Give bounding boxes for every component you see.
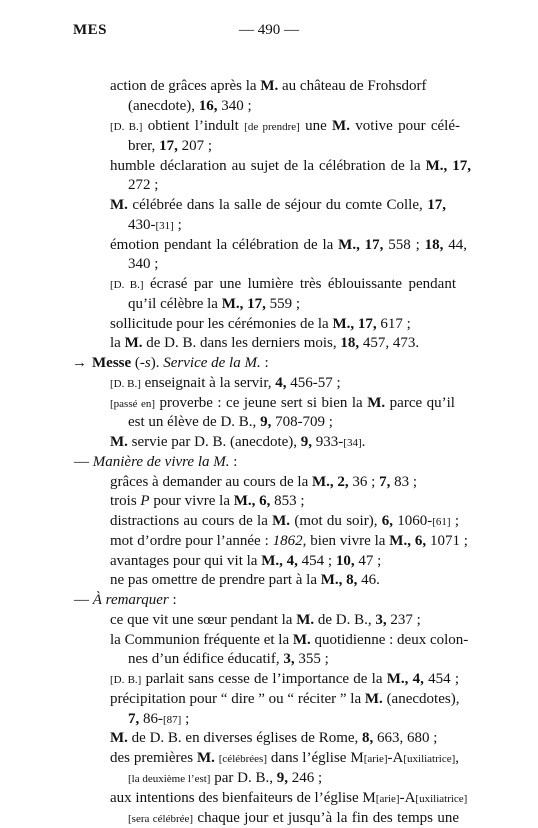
bold-ref: 7, xyxy=(379,474,391,490)
text-run: qu’il célèbre la xyxy=(128,296,222,312)
text-run: écrasé par une lumière très éblouissante pendant xyxy=(143,276,456,292)
text-run: obtient l’indult xyxy=(142,118,245,134)
bold-ref: M. xyxy=(364,691,383,707)
index-line xyxy=(110,730,437,747)
italic-text: Manière de vivre la M. xyxy=(92,454,230,470)
text-run: : xyxy=(260,355,269,371)
bold-ref: M. xyxy=(272,513,291,529)
editorial-bracket: [de prendre] xyxy=(244,121,300,133)
page-header xyxy=(0,22,538,42)
text-run: servie par D. B. (anecdote), xyxy=(127,434,301,450)
text-run: avantages pour qui vit la xyxy=(110,553,262,569)
index-line xyxy=(110,790,468,808)
index-line xyxy=(128,256,158,273)
text-run: 86- xyxy=(139,711,163,727)
editorial-bracket: [D. B.] xyxy=(110,121,143,133)
text-run: 83 ; xyxy=(390,474,417,490)
index-line xyxy=(110,513,459,531)
text-run: parlait sans cesse de l’importance de la xyxy=(141,671,387,687)
text-run: 456-57 ; xyxy=(286,375,341,391)
index-line xyxy=(110,572,380,589)
text-run: grâces à demander au cours de la xyxy=(110,474,312,490)
text-run: ; xyxy=(181,711,190,727)
bold-ref: M. xyxy=(110,197,128,213)
text-run: émotion pendant la célébration de la xyxy=(110,237,339,253)
text-run: , xyxy=(455,750,460,766)
index-line xyxy=(110,434,365,452)
arrow-right-icon: → xyxy=(72,355,87,371)
editorial-bracket: [34] xyxy=(343,437,362,449)
index-line xyxy=(110,395,455,413)
index-line xyxy=(128,217,182,235)
editorial-bracket: [D. B.] xyxy=(110,674,142,686)
bold-ref: 18, xyxy=(340,335,360,351)
index-line xyxy=(128,711,189,729)
bold-ref: M., 4, xyxy=(261,553,298,569)
bold-ref: M. xyxy=(196,750,215,766)
text-run: de D. B. dans les derniers mois, xyxy=(142,335,341,351)
text-run: précipitation pour “ dire ” ou “ réciter ” la xyxy=(110,691,365,707)
text-run: 558 ; xyxy=(383,237,425,253)
text-run: de D. B. en diverses églises de Rome, xyxy=(127,730,363,746)
index-line xyxy=(110,553,381,570)
index-line xyxy=(110,691,460,708)
text-run: 355 ; xyxy=(294,651,329,667)
text-run: une xyxy=(299,118,333,134)
text-run: mot d’ordre pour l’année : xyxy=(110,533,273,549)
bold-ref: M. xyxy=(367,395,386,411)
editorial-bracket: [D. B.] xyxy=(110,378,141,390)
editorial-bracket: [61] xyxy=(432,516,451,528)
bold-ref: M., 17, xyxy=(332,316,377,332)
text-run: sollicitude pour les cérémonies de la xyxy=(110,316,333,332)
editorial-bracket: [31] xyxy=(155,220,174,232)
index-line xyxy=(128,770,322,788)
index-line xyxy=(110,118,460,136)
bold-ref: 9, xyxy=(260,414,272,430)
text-run: 457, 473. xyxy=(359,335,420,351)
bold-ref: M. xyxy=(292,632,311,648)
text-run: (anecdote), xyxy=(128,98,199,114)
text-run: 340 ; xyxy=(128,256,159,272)
bold-ref: M., 2, xyxy=(311,474,349,490)
editorial-bracket: [sera célébrée] xyxy=(128,813,194,825)
bold-ref: M. xyxy=(110,730,128,746)
bold-ref: 4, xyxy=(275,375,287,391)
bold-ref: M. xyxy=(124,335,143,351)
text-run: ; xyxy=(450,513,459,529)
editorial-bracket: [D. B.] xyxy=(110,279,144,291)
index-line xyxy=(128,138,212,155)
bold-ref: 9, xyxy=(276,770,288,786)
index-line xyxy=(110,276,456,294)
text-run: brer, xyxy=(128,138,160,154)
text-run: ce que vit une sœur pendant la xyxy=(110,612,297,628)
bold-ref: M., 17, xyxy=(425,158,471,174)
text-run: 617 ; xyxy=(376,316,411,332)
text-run: est un élève de D. B., xyxy=(128,414,261,430)
text-run: : xyxy=(229,454,238,470)
index-line xyxy=(110,375,341,393)
text-run: 44, xyxy=(443,237,468,253)
text-run: (anecdotes), xyxy=(382,691,460,707)
text-run: humble déclaration au sujet de la célébration de la xyxy=(110,158,426,174)
editorial-bracket: [célébrées] xyxy=(218,753,268,765)
text-run: ; xyxy=(173,217,182,233)
text-run: la xyxy=(110,335,125,351)
text-run: action de grâces après la xyxy=(110,78,261,94)
index-line xyxy=(128,810,459,828)
text-run: chaque jour et jusqu’à la fin des temps une xyxy=(193,810,459,826)
editorial-bracket: [la deuxième l’est] xyxy=(128,773,211,785)
bold-ref: 18, xyxy=(424,237,444,253)
index-line xyxy=(128,414,333,431)
index-line xyxy=(110,237,467,254)
text-run: des premières xyxy=(110,750,197,766)
index-line xyxy=(74,592,177,609)
italic-text: Service de la M. xyxy=(163,355,261,371)
index-line xyxy=(74,454,237,471)
text-run: : xyxy=(168,592,177,608)
text-run: -A xyxy=(399,790,416,806)
index-line xyxy=(128,177,158,194)
bold-ref: M., 6, xyxy=(389,533,427,549)
bold-ref: M. xyxy=(110,434,128,450)
italic-text: 1862 xyxy=(272,533,303,549)
italic-text: P xyxy=(140,493,150,509)
index-line xyxy=(110,493,305,510)
text-run: 340 ; xyxy=(217,98,252,114)
text-run: 454 ; xyxy=(297,553,336,569)
text-run: 207 ; xyxy=(177,138,212,154)
text-run: aux intentions des bienfaiteurs de l’église M xyxy=(110,790,376,806)
index-line xyxy=(128,98,252,115)
bold-ref: M., 8, xyxy=(320,572,358,588)
text-run: — xyxy=(74,454,93,470)
text-run: distractions au cours de la xyxy=(110,513,273,529)
text-run: 1071 ; xyxy=(426,533,468,549)
bold-ref: M., 6, xyxy=(233,493,271,509)
index-line xyxy=(110,335,419,352)
bold-ref: M., 17, xyxy=(221,296,266,312)
text-run: pour vivre la xyxy=(149,493,234,509)
text-run: 237 ; xyxy=(386,612,421,628)
bold-ref: 3, xyxy=(375,612,387,628)
text-run: votive pour célé- xyxy=(349,118,461,134)
text-run: 663, 680 ; xyxy=(373,730,438,746)
italic-text: À remarquer xyxy=(92,592,169,608)
bold-ref: M. xyxy=(296,612,315,628)
text-run: dans l’église M xyxy=(267,750,364,766)
bold-ref: 17, xyxy=(427,197,446,213)
editorial-bracket: [arie] xyxy=(363,753,388,765)
bold-ref: 3, xyxy=(283,651,295,667)
page-number: — 490 — xyxy=(239,22,299,38)
index-line xyxy=(110,158,471,175)
italic-text: -s xyxy=(139,355,151,371)
text-run: — xyxy=(74,592,93,608)
text-run: ). xyxy=(150,355,164,371)
text-run: 272 ; xyxy=(128,177,159,193)
text-run: parce qu’il xyxy=(385,395,455,411)
editorial-bracket: [uxiliatrice] xyxy=(415,793,468,805)
bold-ref: M., 17, xyxy=(338,237,384,253)
text-run: célébrée dans la salle de séjour du comte Colle, xyxy=(127,197,428,213)
text-run: 853 ; xyxy=(270,493,305,509)
running-head: MES xyxy=(73,22,108,38)
text-run: . xyxy=(361,434,366,450)
bold-ref: 7, xyxy=(128,711,140,727)
text-run: 430- xyxy=(128,217,156,233)
bold-ref: 10, xyxy=(335,553,355,569)
text-run: proverbe : ce jeune sert si bien la xyxy=(155,395,368,411)
index-line xyxy=(110,750,459,768)
text-run: 559 ; xyxy=(265,296,301,312)
index-line xyxy=(110,632,469,649)
bold-ref: M., 4, xyxy=(386,671,424,687)
text-run: 708-709 ; xyxy=(271,414,333,430)
index-line xyxy=(110,197,446,214)
text-run: (mot du soir), xyxy=(290,513,382,529)
index-line xyxy=(110,612,421,629)
index-entries xyxy=(0,72,538,826)
bold-ref: M. xyxy=(260,78,279,94)
text-run: enseignait à la servir, xyxy=(140,375,276,391)
editorial-bracket: [uxiliatrice] xyxy=(403,753,456,765)
text-run: 933- xyxy=(312,434,344,450)
text-run: 47 ; xyxy=(354,553,382,569)
text-run: -A xyxy=(387,750,404,766)
bold-ref: M. xyxy=(332,118,350,134)
editorial-bracket: [passé en] xyxy=(110,398,156,410)
bold-ref: 9, xyxy=(300,434,313,450)
text-run: quotidienne : deux colon- xyxy=(310,632,469,648)
bold-ref: 6, xyxy=(381,513,393,529)
index-line xyxy=(110,316,411,333)
index-line xyxy=(110,474,417,491)
text-run: 246 ; xyxy=(287,770,323,786)
editorial-bracket: [87] xyxy=(163,714,182,726)
editorial-bracket: [arie] xyxy=(375,793,400,805)
text-run: 36 ; xyxy=(348,474,380,490)
index-line xyxy=(128,296,300,313)
text-run: trois xyxy=(110,493,141,509)
bold-ref: 16, xyxy=(198,98,218,114)
text-run: ne pas omettre de prendre part à la xyxy=(110,572,321,588)
text-run: 46. xyxy=(357,572,380,588)
bold-ref: Messe xyxy=(92,355,132,371)
text-run: au château de Frohsdorf xyxy=(278,78,427,94)
index-line xyxy=(72,355,269,372)
index-line xyxy=(110,671,459,689)
text-run: par D. B., xyxy=(210,770,277,786)
text-run: 1060- xyxy=(392,513,433,529)
index-line xyxy=(110,78,427,95)
index-line xyxy=(110,533,468,550)
text-run: ( xyxy=(131,355,140,371)
text-run: de D. B., xyxy=(314,612,376,628)
text-run: , bien vivre la xyxy=(302,533,390,549)
bold-ref: 8, xyxy=(362,730,374,746)
index-line xyxy=(128,651,329,668)
text-run: nes d’un édifice éducatif, xyxy=(128,651,284,667)
text-run: 454 ; xyxy=(423,671,459,687)
bold-ref: 17, xyxy=(159,138,178,154)
text-run: la Communion fréquente et la xyxy=(110,632,293,648)
